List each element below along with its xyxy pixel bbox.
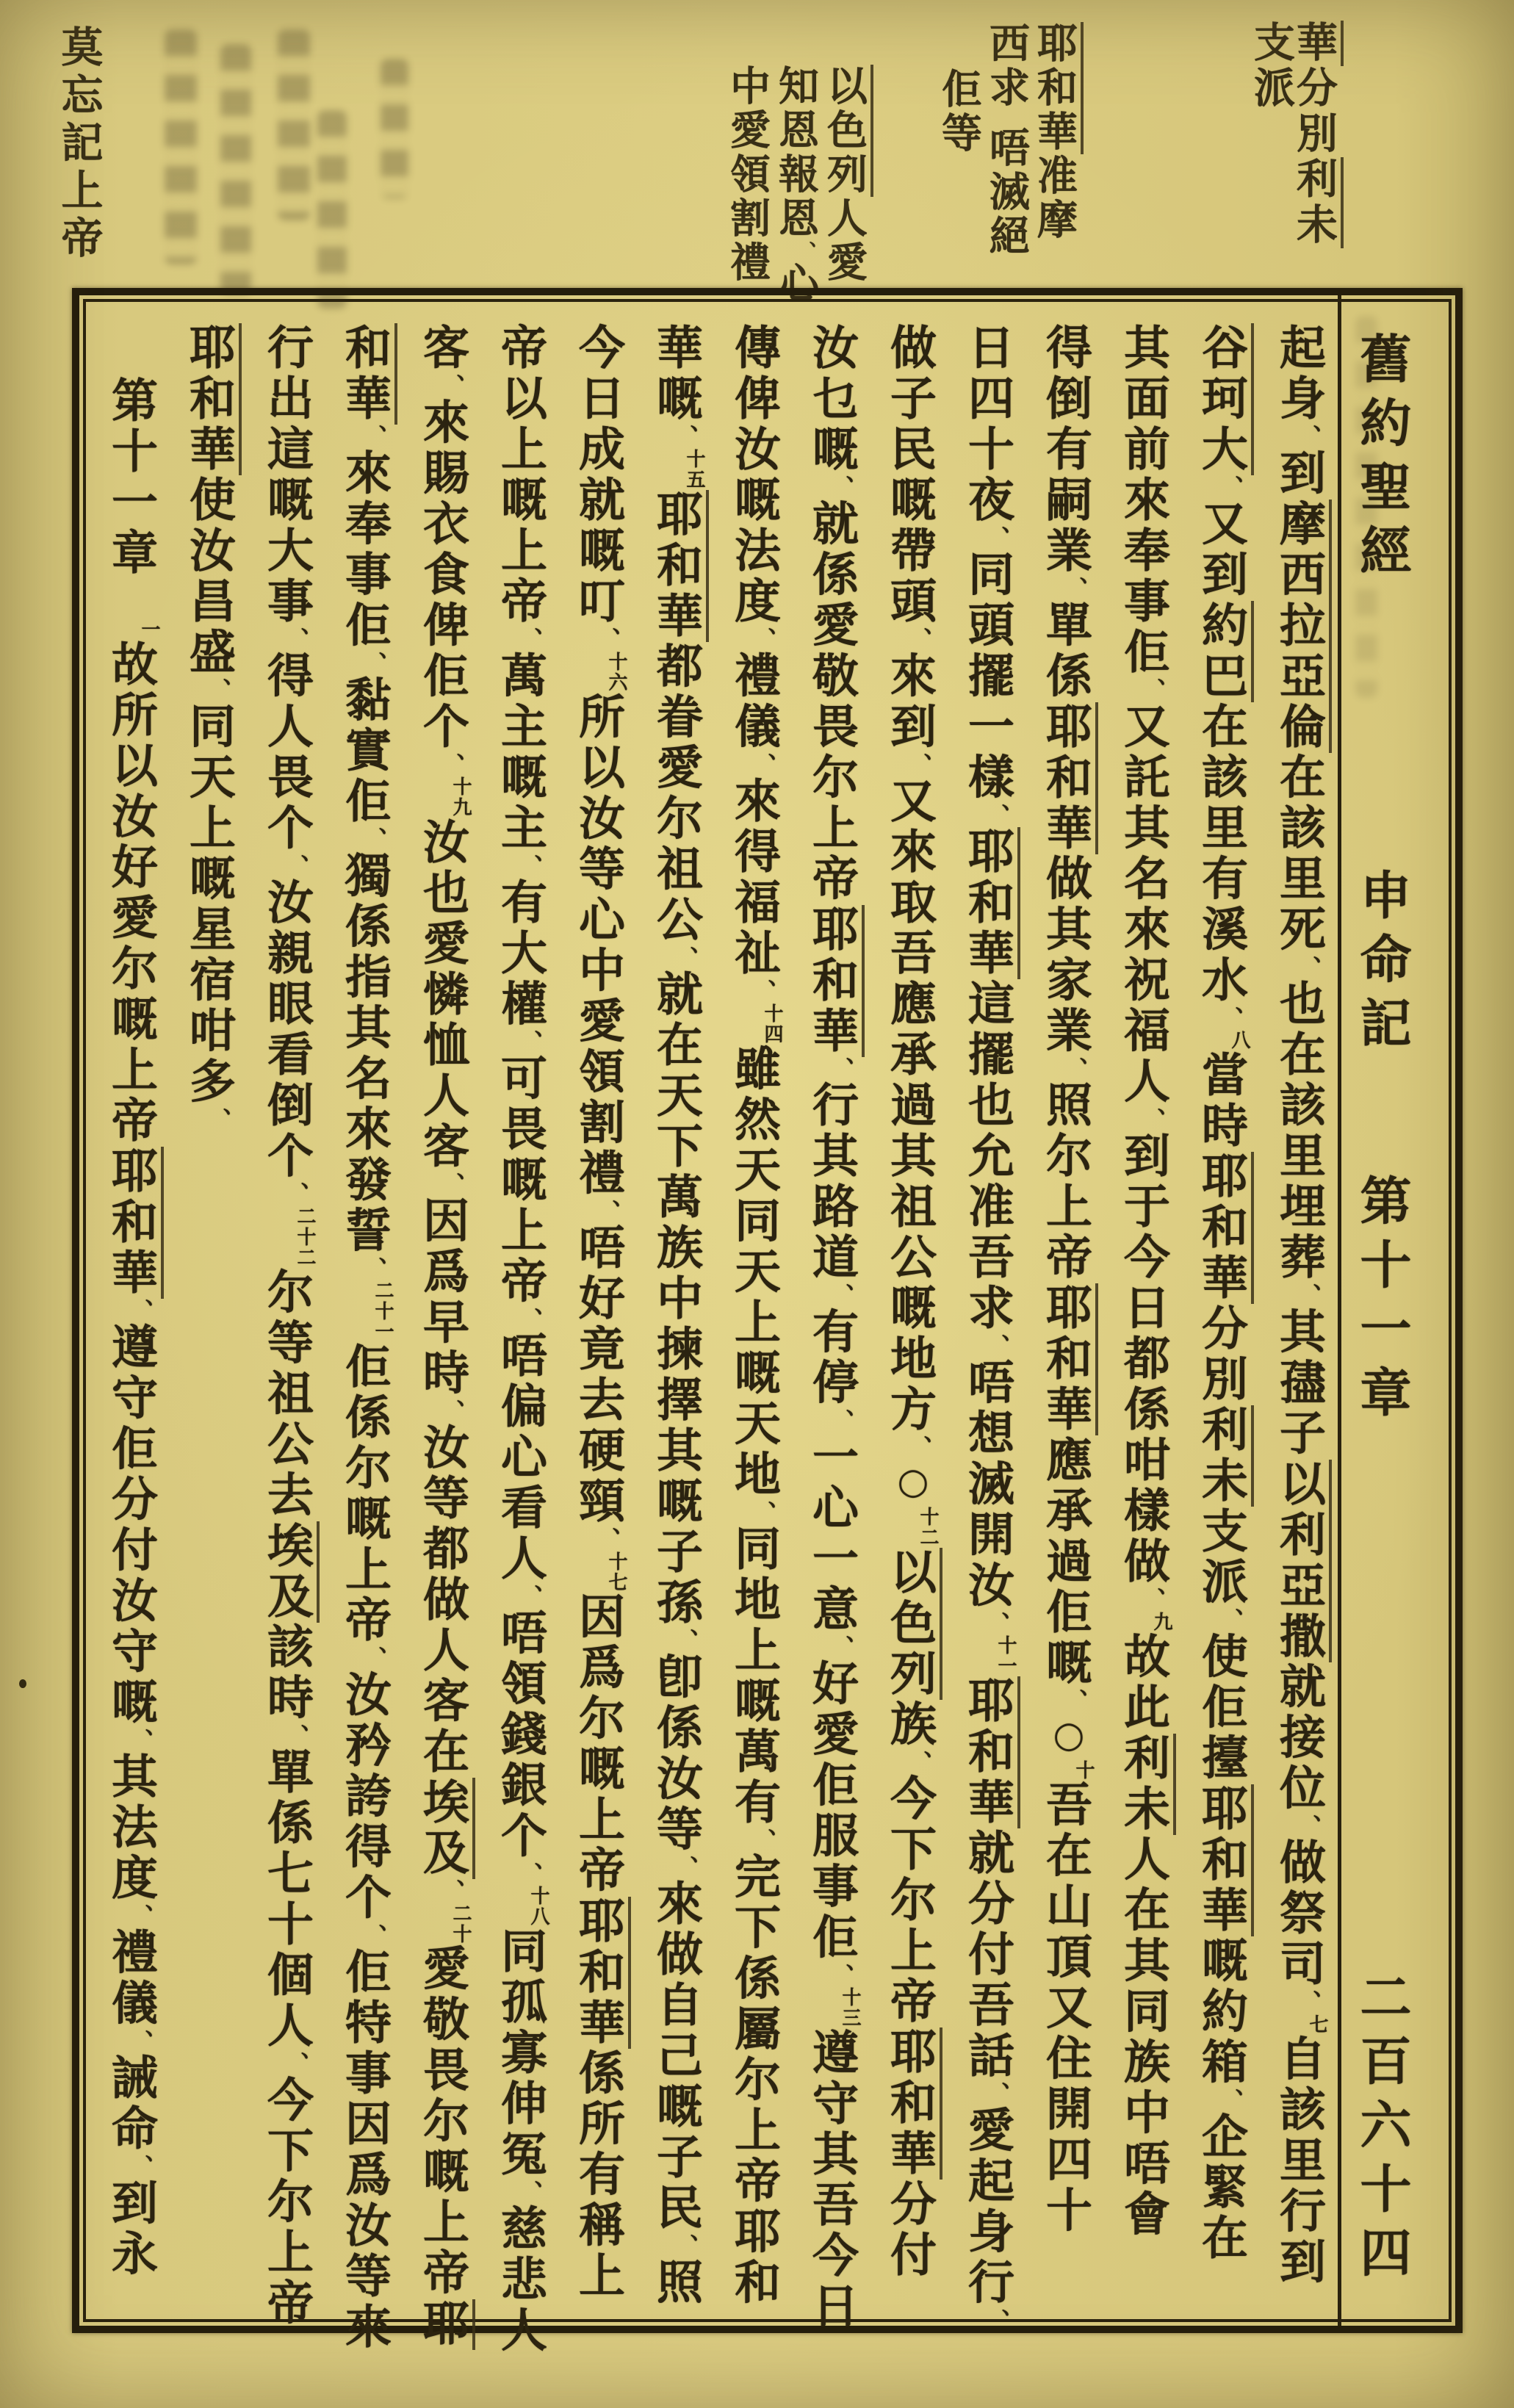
text-run: 獨係指其名來發誓 [338, 851, 392, 1257]
punctuation-mark: 、 [361, 1256, 388, 1280]
punctuation-mark: 、 [1295, 955, 1322, 979]
punctuation-mark: 、 [828, 475, 855, 500]
punctuation-mark: 、 [828, 1963, 855, 1987]
punctuation-mark: 、 [1139, 678, 1167, 702]
punctuation-mark: 、 [439, 1399, 466, 1423]
punctuation-mark: 、 [516, 1307, 544, 1331]
text-run: 唔好竟去硬頸 [572, 1223, 626, 1527]
text-column [482, 323, 560, 2357]
text-column [560, 323, 638, 2315]
verse-number: 八 [1228, 1030, 1250, 1050]
proper-name: 耶和華 [572, 1897, 631, 2049]
text-run: 做其家業 [1039, 854, 1093, 1057]
text-run: 汝也愛憐恤人客 [416, 818, 470, 1172]
proper-name: 亞倫 [1272, 652, 1332, 753]
note-column [1290, 21, 1338, 329]
text-column [326, 323, 404, 2353]
punctuation-mark: 、 [361, 1646, 388, 1670]
text-run: 禮儀 [727, 651, 782, 753]
punctuation-mark: 、 [283, 854, 310, 878]
text-run: 佢特事因爲汝等來 [338, 1947, 392, 2353]
text-column [1261, 323, 1338, 2315]
text-run: 自該里行到 [1272, 2034, 1327, 2288]
text-run: 傳俾汝嘅法度 [727, 323, 782, 627]
ink-speck [19, 1679, 26, 1688]
proper-name: 耶 [416, 2299, 475, 2350]
punctuation-mark: 、 [1139, 1107, 1167, 1131]
verse-number: 十六 [605, 651, 627, 693]
punctuation-mark: 、 [672, 425, 699, 449]
spacer [1006, 110, 1007, 126]
punctuation-mark: 、 [516, 2180, 544, 2205]
verse-number: 二十一 [372, 1280, 394, 1342]
text-run: 照 [649, 2257, 704, 2309]
text-run: 汝等都做人客在 [416, 1423, 470, 1778]
text-run: 佢等 [935, 68, 983, 156]
verse-number: 十五 [683, 448, 705, 490]
text-run: 遵守其吾今日 [805, 2028, 859, 2332]
punctuation-mark: 、 [594, 1527, 621, 1551]
text-run: 得倒有嗣業 [1039, 323, 1093, 577]
punctuation-mark: 、 [127, 1299, 154, 1323]
punctuation-mark: 、 [1139, 1587, 1167, 1612]
text-run: 慈悲人 [494, 2204, 548, 2357]
verse-number: 二十二 [294, 1205, 316, 1268]
punctuation-mark: 、 [906, 1750, 933, 1774]
text-run: 當時 [1194, 1050, 1249, 1152]
text-column [170, 323, 248, 2315]
punctuation-mark: 、 [1061, 577, 1089, 601]
text-run: 准摩 [1031, 154, 1078, 242]
text-run: 汝親眼看倒个 [260, 878, 314, 1182]
punctuation-mark: 、 [984, 2308, 1011, 2332]
punctuation-mark: 、 [439, 1172, 466, 1197]
proper-name: 耶和華 [649, 490, 709, 642]
punctuation-mark: 、 [361, 425, 388, 449]
ink-bleedthrough [165, 29, 197, 264]
proper-name: 谷珂大 [1194, 323, 1254, 475]
text-column [248, 323, 326, 2329]
punctuation-mark: 、 [828, 1408, 855, 1432]
proper-name: 華 [1290, 21, 1344, 66]
text-run: 也在該里埋葬 [1272, 979, 1327, 1283]
punctuation-mark: 、 [127, 2029, 154, 2053]
text-run: 唔偏心看人 [494, 1331, 548, 1585]
text-run: 客 [416, 323, 470, 374]
proper-name: 耶和華 [961, 1676, 1020, 1828]
text-run: 在該里有溪水 [1194, 702, 1249, 1006]
punctuation-mark: 、 [750, 627, 777, 652]
proper-name: 約巴 [1194, 601, 1254, 702]
punctuation-mark: 、 [127, 1728, 154, 1752]
punctuation-mark: 、 [361, 651, 388, 675]
text-run: 愛起身行 [961, 2105, 1015, 2309]
text-run: 來奉事佢 [338, 448, 392, 652]
punctuation-mark: 、 [439, 752, 466, 776]
text-run: 愛敬畏尔嘅上帝 [416, 1944, 470, 2299]
text-run: 其面前來奉事佢 [1117, 323, 1171, 678]
punctuation-mark: 、 [1295, 1283, 1322, 1308]
punctuation-mark: 、 [906, 627, 933, 652]
proper-name: 以色列 [883, 1548, 942, 1700]
proper-name: 利未 [1117, 1734, 1176, 1835]
text-run: 該時 [260, 1622, 314, 1724]
text-run: 到于今日都係咁樣做 [1117, 1131, 1171, 1587]
spacer [131, 579, 132, 619]
text-run: 同孤寡伸冤 [494, 1927, 548, 2180]
punctuation-mark: 、 [793, 241, 816, 262]
punctuation-mark: 、 [594, 627, 621, 652]
text-run: 同天上嘅星宿咁多 [182, 702, 237, 1108]
proper-name: 耶和華 [805, 905, 865, 1057]
punctuation-mark: 、 [516, 854, 544, 878]
punctuation-mark: 、 [984, 526, 1011, 550]
punctuation-mark: 、 [283, 2052, 310, 2076]
proper-name: 和華 [338, 323, 397, 425]
text-run: 西求 [983, 22, 1031, 110]
proper-name: 埃及 [260, 1521, 320, 1623]
text-run: 到永 [104, 2178, 159, 2280]
text-run: 族 [883, 1699, 937, 1751]
verse-number: 十一 [995, 1635, 1017, 1676]
proper-name: 摩西拉 [1272, 500, 1332, 652]
text-run: 其法度 [104, 1752, 159, 1904]
text-column [715, 323, 793, 2315]
text-run: 做祭司 [1272, 1838, 1327, 1990]
text-run: 單係七十個人 [260, 1748, 314, 2052]
proper-name: 耶和華 [883, 2027, 942, 2180]
ink-bleedthrough [317, 110, 347, 309]
text-run: 帝以上嘅上帝 [494, 323, 548, 627]
text-run: 係所有稱上 [572, 2048, 626, 2302]
text-run: 就係愛敬畏尔上帝 [805, 499, 859, 905]
proper-name: 埃及 [416, 1778, 475, 1879]
note-column [54, 25, 104, 334]
text-run: 因爲尔嘅上帝 [572, 1592, 626, 1897]
verse-number: 十四 [761, 1003, 783, 1045]
section-title: 申命記 [1352, 868, 1413, 1060]
text-run: 因爲早時 [416, 1196, 470, 1399]
text-run: 知恩報恩 [772, 65, 820, 241]
punctuation-mark: 、 [439, 1879, 466, 1903]
text-run: 這擺也允准吾求 [961, 979, 1015, 1334]
text-run: 分別 [1290, 66, 1338, 157]
proper-name: 耶和華 [1039, 702, 1098, 854]
punctuation-mark: 、 [205, 678, 232, 702]
text-run: 今下尔上帝 [260, 2075, 314, 2329]
punctuation-mark: 、 [1217, 1006, 1244, 1030]
text-run: 吾在山頂又住開四十 [1039, 1780, 1093, 2237]
text-run: 支派 [1194, 1507, 1249, 1608]
verse-number: 十七 [605, 1551, 627, 1593]
text-run: 卽係汝等 [649, 1652, 704, 1856]
verse-number: 一 [138, 619, 160, 640]
punctuation-mark: 、 [283, 627, 310, 652]
proper-name: 耶和華 [1039, 1283, 1098, 1435]
text-run: 起身 [1272, 323, 1327, 425]
punctuation-mark: 、 [516, 1861, 544, 1886]
proper-name: 以利亞撒 [1272, 1460, 1332, 1662]
text-run: 誡命 [104, 2053, 159, 2155]
text-run: 分付 [883, 2180, 937, 2281]
punctuation-mark: 、 [750, 979, 777, 1003]
proper-name: 耶和華 [1194, 1784, 1254, 1936]
spacer [131, 323, 132, 376]
text-run: 日四十夜 [961, 323, 1015, 526]
text-run: 得人畏个 [260, 651, 314, 854]
text-run: 今下尔上帝 [883, 1774, 937, 2027]
punctuation-mark: 、 [361, 827, 388, 851]
punctuation-mark: 、 [516, 1030, 544, 1054]
text-run: 萬主嘅主 [494, 651, 548, 854]
text-run: 同頭擺一樣 [961, 549, 1015, 804]
punctuation-mark: 、 [516, 627, 544, 652]
text-run: 企緊在 [1194, 2112, 1249, 2264]
text-run: 照尔上帝 [1039, 1081, 1093, 1283]
proper-name: 耶和華 [1031, 22, 1084, 154]
punctuation-mark: 、 [361, 1923, 388, 1947]
text-run: 完下係屬尔上帝耶和 [727, 1852, 782, 2309]
text-run: 尔等祖公去 [260, 1267, 314, 1521]
text-run: 禮儀 [104, 1928, 159, 2030]
text-run: 又託其名來祝福人 [1117, 702, 1171, 1108]
text-run: 在該里死 [1272, 752, 1327, 956]
text-run: 其孻子 [1272, 1307, 1327, 1460]
ink-bleedthrough [220, 44, 251, 294]
punctuation-mark: 、 [672, 1855, 699, 1879]
verse-number: 十 [1073, 1759, 1095, 1781]
text-run: 今日成就嘅叮 [572, 323, 626, 627]
verse-number: 十二 [917, 1506, 939, 1548]
text-run: 黏實佢 [338, 675, 392, 827]
text-column [93, 323, 170, 2315]
proper-name: 耶和華 [961, 827, 1020, 979]
verse-number: 十九 [450, 776, 472, 818]
chapter-label: 第十一章 [1352, 1174, 1413, 1430]
text-run: 做子民嘅帶頭 [883, 323, 937, 627]
punctuation-mark: 、 [1217, 475, 1244, 500]
text-column [871, 323, 949, 2315]
punctuation-mark: 、 [1295, 425, 1322, 449]
text-column [1027, 323, 1105, 2315]
punctuation-mark: 、 [205, 1107, 232, 1131]
text-run: 唔領錢銀个 [494, 1608, 548, 1862]
punctuation-mark: 、 [906, 1435, 933, 1460]
text-run: 來賜衣食俾佢个 [416, 397, 470, 753]
punctuation-mark: 、 [672, 2234, 699, 2258]
ink-bleedthrough [278, 29, 310, 220]
text-run: 都眷愛尔祖公 [649, 641, 704, 946]
text-column [638, 323, 715, 2315]
punctuation-mark: 、 [984, 2082, 1011, 2106]
ink-bleedthrough [381, 59, 408, 198]
text-run: 又來取吾應承過其祖公嘅地方 [883, 776, 937, 1435]
chapter-heading: 第十一章 [104, 376, 159, 579]
text-run: 又到 [1194, 499, 1249, 601]
text-run: 佢係尔嘅上帝 [338, 1342, 392, 1646]
page-number: 二百六十四 [1352, 1970, 1413, 2290]
punctuation-mark: 、 [672, 945, 699, 970]
text-run: 汝乜嘅 [805, 323, 859, 475]
text-run: 到 [1272, 448, 1327, 500]
text-run: 一心一意 [805, 1432, 859, 1635]
scripture-text-block [104, 323, 1338, 2357]
text-run: 行其路道 [805, 1081, 859, 1283]
text-column [949, 323, 1027, 2332]
punctuation-mark: 、 [984, 803, 1011, 827]
text-run: 可畏嘅上帝 [494, 1053, 548, 1308]
text-run: 故所以汝好愛尔嘅上帝 [104, 640, 159, 1147]
text-run: 遵守佢分付汝守嘅 [104, 1322, 159, 1729]
punctuation-mark: 、 [283, 1723, 310, 1748]
text-run: 同地上嘅萬有 [727, 1524, 782, 1828]
text-run: 汝矜誇得个 [338, 1670, 392, 1924]
text-run: 來到 [883, 651, 937, 753]
proper-name: 耶和華 [104, 1147, 164, 1299]
punctuation-mark: 、 [516, 1585, 544, 1609]
margin-note-levi-tribe [1247, 21, 1338, 329]
text-run: 唔想滅開汝 [961, 1358, 1015, 1612]
punctuation-mark: 、 [828, 1635, 855, 1659]
punctuation-mark: 、 [984, 1334, 1011, 1358]
punctuation-mark: 、 [127, 1904, 154, 1928]
punctuation-mark: 、 [1295, 1814, 1322, 1838]
punctuation-mark: 、 [439, 374, 466, 398]
punctuation-mark: 、 [1061, 1689, 1089, 1713]
text-run: 分別 [1194, 1304, 1249, 1405]
text-run: 好愛佢服事佢 [805, 1659, 859, 1964]
text-run: 華嘅 [649, 323, 704, 425]
text-run: 使汝昌盛 [182, 475, 237, 678]
text-run: 使佢擡 [1194, 1632, 1249, 1784]
spacer [958, 22, 959, 68]
text-run: 中愛領割禮 [724, 65, 771, 285]
punctuation-mark: 、 [1217, 1608, 1244, 1632]
margin-note-remember-god [51, 25, 104, 334]
punctuation-mark: 、 [1061, 1056, 1089, 1081]
text-run: 有停 [805, 1307, 859, 1409]
text-run: 唔滅絕 [983, 126, 1031, 259]
text-run: 人愛 [821, 197, 868, 285]
text-run: 故此 [1117, 1632, 1171, 1734]
punctuation-mark: 、 [828, 1056, 855, 1081]
text-run: 支派 [1247, 21, 1296, 112]
verse-number: 二十 [450, 1903, 472, 1944]
verse-number: 十八 [527, 1886, 549, 1927]
section-circle: ○ [1048, 1712, 1090, 1760]
note-column [1247, 21, 1296, 329]
verse-number: 七 [1306, 2014, 1328, 2035]
proper-name: 耶和華 [182, 323, 242, 475]
text-run: 就在天下萬族中揀擇其嘅子孫 [649, 970, 704, 1629]
text-run: 來得福祉 [727, 776, 782, 979]
text-run: 來做自己嘅子民 [649, 1879, 704, 2234]
punctuation-mark: 、 [127, 2155, 154, 2179]
text-run: 行出這嘅大事 [260, 323, 314, 627]
text-run: 嘅約箱 [1194, 1936, 1249, 2088]
proper-name: 以色列 [821, 65, 873, 197]
punctuation-mark: 、 [750, 1500, 777, 1524]
punctuation-mark: 、 [594, 1199, 621, 1223]
punctuation-mark: 、 [906, 752, 933, 776]
punctuation-mark: 、 [828, 1283, 855, 1308]
punctuation-mark: 、 [1217, 2088, 1244, 2112]
text-run: 應承過佢嘅 [1039, 1435, 1093, 1689]
text-run: 雖然天同天上嘅天地 [727, 1044, 782, 1501]
verse-number: 十三 [839, 1987, 861, 2028]
punctuation-mark: 、 [984, 1611, 1011, 1635]
proper-name: 利未 [1290, 157, 1344, 248]
book-title: 舊約聖經 [1352, 332, 1413, 588]
text-run: 就分付吾話 [961, 1828, 1015, 2082]
proper-name: 利未 [1194, 1405, 1254, 1507]
text-run: 單係 [1039, 600, 1093, 702]
verse-number: 九 [1150, 1611, 1172, 1632]
punctuation-mark: 、 [750, 752, 777, 776]
text-run: 莫忘記上帝 [54, 25, 104, 264]
section-circle: ○ [892, 1459, 934, 1507]
punctuation-mark: 、 [750, 1828, 777, 1853]
text-run: 就接位 [1272, 1662, 1327, 1814]
text-column [404, 323, 482, 2350]
proper-name: 耶和華 [1194, 1152, 1254, 1304]
text-column [1105, 323, 1183, 2315]
text-run: 有大權 [494, 878, 548, 1030]
text-run: 人在其同族中唔會 [1117, 1834, 1171, 2241]
text-column [793, 323, 871, 2332]
punctuation-mark: 、 [283, 1182, 310, 1206]
text-run: 心 [772, 262, 820, 306]
text-run: 所以汝等心中愛領割禮 [572, 692, 626, 1200]
punctuation-mark: 、 [672, 1629, 699, 1653]
text-column [1183, 323, 1261, 2315]
punctuation-mark: 、 [1295, 1990, 1322, 2014]
